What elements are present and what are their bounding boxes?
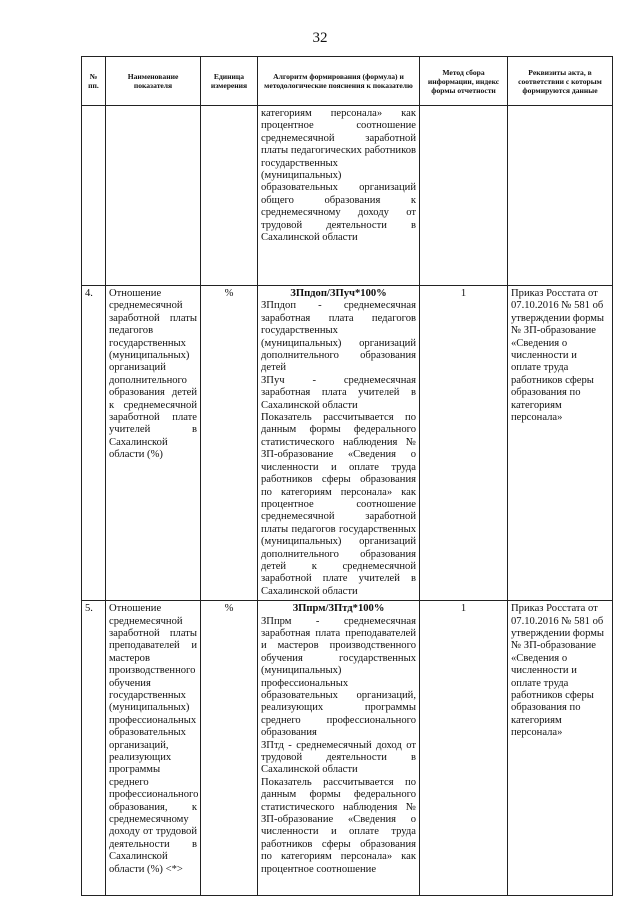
table-row xyxy=(82,601,613,896)
algo-line: ЗПпдоп - среднемесячная заработная плата педагогов государственных (муниципальных) организаций дополнительного образования детей xyxy=(261,300,416,374)
cell-algo xyxy=(258,286,420,601)
header-method: Метод сбора информации, индекс формы отчетности xyxy=(420,57,508,106)
cell-num: 5. xyxy=(82,601,106,896)
cell-name: Отношение среднемесячной заработной платы педагогов государственных (муниципальных) организаций дополнительного образования детей к среднемесячной заработной плате учителей в Сахалинской области (%) xyxy=(106,286,201,601)
table-row xyxy=(82,286,613,601)
header-req: Реквизиты акта, в соответствии с которым формируются данные xyxy=(508,57,613,106)
cell-req xyxy=(508,106,613,286)
header-name: Наименование показателя xyxy=(106,57,201,106)
cell-num: 4. xyxy=(82,286,106,601)
cell-unit xyxy=(201,106,258,286)
algo-line: ЗПуч - среднемесячная заработная плата учителей в Сахалинской области xyxy=(261,374,416,411)
cell-unit: % xyxy=(201,601,258,896)
cell-method: 1 xyxy=(420,601,508,896)
algo-line: Показатель рассчитывается по данным формы федерального статистического наблюдения № ЗП-образование «Сведения о численности и оплате труда работников сферы образования по категориям персонала» как процентное соотношение xyxy=(261,776,416,875)
algo-line: ЗПтд - среднемесячный доход от трудовой деятельности в Сахалинской области xyxy=(261,739,416,776)
cell-method: 1 xyxy=(420,286,508,601)
algo-line: Показатель рассчитывается по данным формы федерального статистического наблюдения № ЗП-образование «Сведения о численности и оплате труда работников сферы образования по категориям персонала» как процентное соотношение среднемесячной заработной платы педагогов государственных (муниципальных) организаций дополнительного образования детей к среднемесячной заработной плате учителей в Сахалинской области xyxy=(261,412,416,597)
cell-name xyxy=(106,106,201,286)
header-unit: Единица измерения xyxy=(201,57,258,106)
table-header-row xyxy=(82,57,613,106)
cell-num xyxy=(82,106,106,286)
cell-req: Приказ Росстата от 07.10.2016 № 581 об утверждении формы № ЗП-образование «Сведения о численности и оплате труда работников сферы образования по категориям персонала» xyxy=(508,601,613,896)
cell-name: Отношение среднемесячной заработной платы преподавателей и мастеров производственного обучения государственных (муниципальных) профессиональных образовательных организаций, реализующих программы среднего профессионального образования, к среднемесячному доходу от трудовой деятельности в Сахалинской области (%) <*> xyxy=(106,601,201,896)
formula: ЗПпрм/ЗПтд*100% xyxy=(292,603,385,615)
algo-line: ЗПпрм - среднемесячная заработная плата преподавателей и мастеров производственного обучения государственных (муниципальных) профессиональных образовательных организаций, реализующих программы среднего профессионального образования xyxy=(261,615,416,739)
cell-algo: категориям персонала» как процентное соотношение среднемесячной заработной платы педагогических работников государственных (муниципальных) образовательных организаций общего образования к среднемесячному доходу от трудовой деятельности в Сахалинской области xyxy=(258,106,420,286)
formula: ЗПпдоп/ЗПуч*100% xyxy=(290,288,387,299)
cell-algo xyxy=(258,601,420,896)
page-number: 32 xyxy=(312,30,328,46)
cell-unit: % xyxy=(201,286,258,601)
cell-method xyxy=(420,106,508,286)
header-num: № пп. xyxy=(82,57,106,106)
cell-req: Приказ Росстата от 07.10.2016 № 581 об утверждении формы № ЗП-образование «Сведения о численности и оплате труда работников сферы образования по категориям персонала» xyxy=(508,286,613,601)
header-algo: Алгоритм формирования (формула) и методологические пояснения к показателю xyxy=(258,57,420,106)
table-row-continuation xyxy=(82,106,613,286)
indicator-table xyxy=(81,56,613,896)
